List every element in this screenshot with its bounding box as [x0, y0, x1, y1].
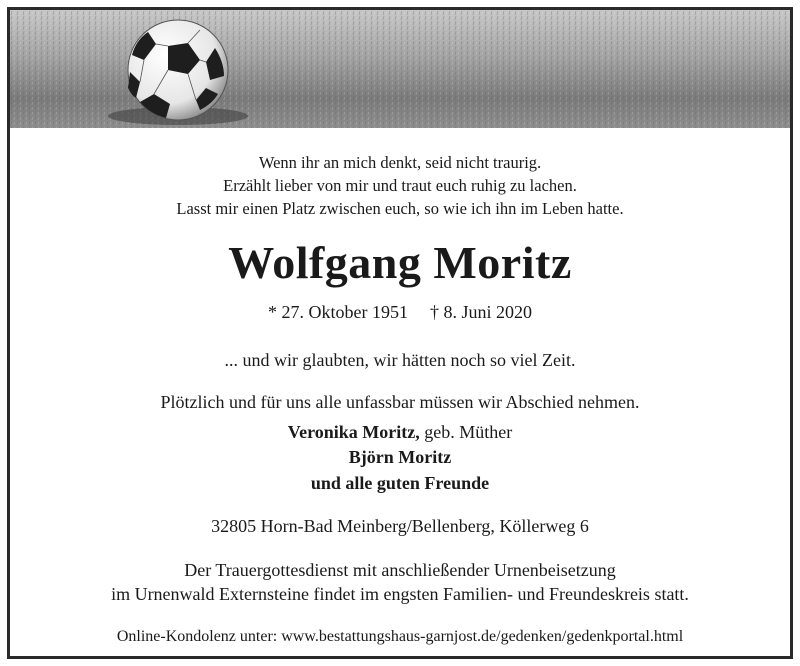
notice-text	[10, 128, 790, 656]
soccer-ball-photo	[10, 10, 790, 128]
poem-line-3: Lasst mir einen Platz zwischen euch, so wie ich ihn im Leben hatte.	[176, 199, 624, 218]
announcement: Plötzlich und für uns alle unfassbar müssen wir Abschied nehmen.	[160, 392, 640, 412]
mourner-2: Björn Moritz	[348, 447, 452, 467]
mourner-1-name: Veronika Moritz,	[287, 422, 420, 442]
life-dates	[10, 302, 790, 323]
address: 32805 Horn-Bad Meinberg/Bellenberg, Köllerweg 6	[211, 516, 589, 536]
birth-date: * 27. Oktober 1951	[268, 302, 408, 322]
mourner-3: und alle guten Freunde	[310, 473, 490, 493]
soccer-ball-image	[10, 10, 790, 128]
condolence-link: Online-Kondolenz unter: www.bestattungshaus-garnjost.de/gedenken/gedenkportal.html	[116, 628, 684, 645]
service-line-1: Der Trauergottesdienst mit anschließender Urnenbeisetzung	[184, 560, 616, 580]
service-line-2: im Urnenwald Externsteine findet im engsten Familien- und Freundeskreis statt.	[111, 584, 689, 604]
quote: ... und wir glaubten, wir hätten noch so viel Zeit.	[224, 350, 576, 370]
deceased-name: Wolfgang Moritz	[228, 237, 572, 288]
poem-line-1: Wenn ihr an mich denkt, seid nicht traurig.	[258, 153, 542, 172]
poem-line-2: Erzählt lieber von mir und traut euch ruhig zu lachen.	[223, 176, 577, 195]
death-date: † 8. Juni 2020	[429, 302, 532, 322]
obituary-notice	[7, 7, 793, 659]
mourner-1	[10, 422, 790, 443]
mourner-1-suffix: geb. Müther	[424, 422, 513, 442]
